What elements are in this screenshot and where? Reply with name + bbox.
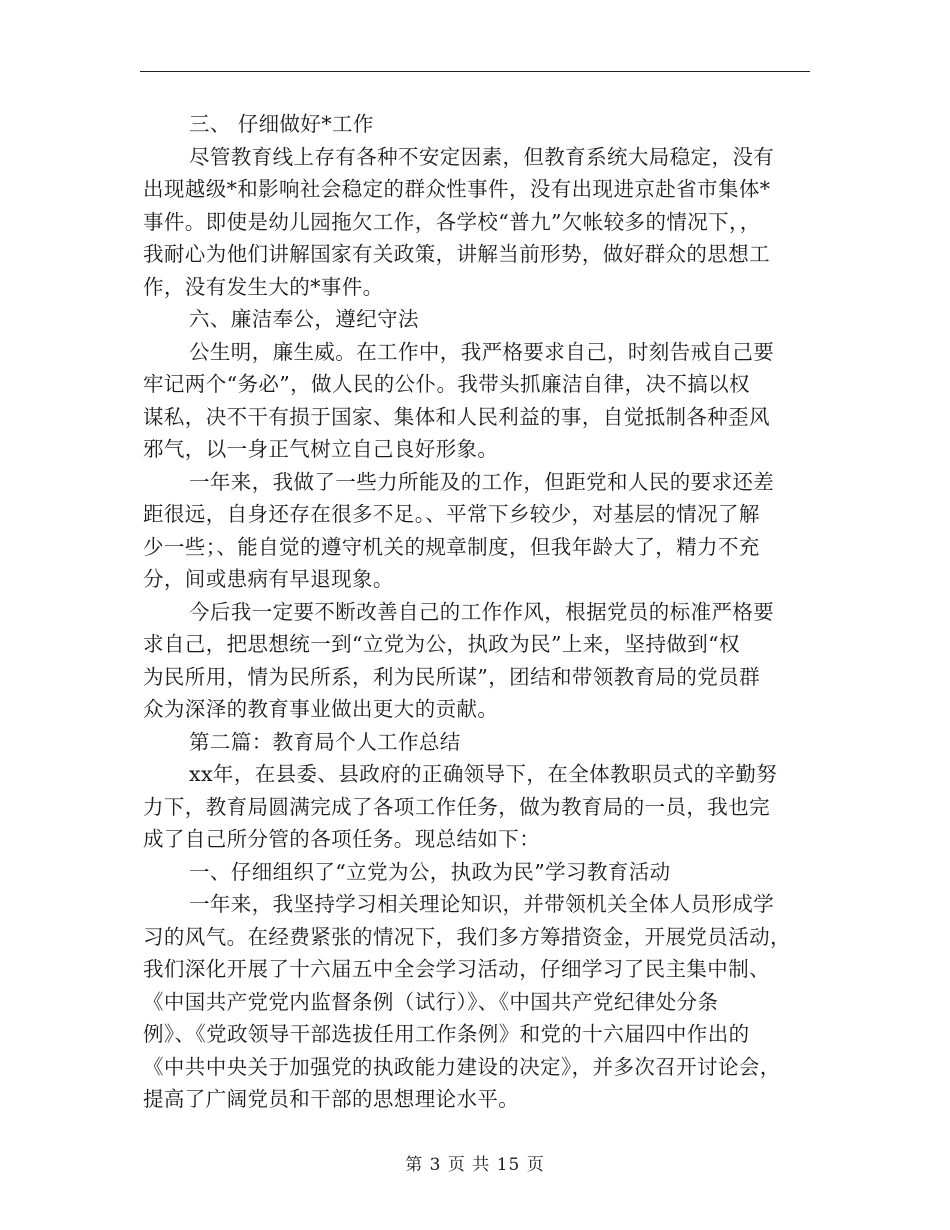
- text-line: 为民所用，情为民所系，利为民所谋”，团结和带领教育局的党员群: [143, 664, 760, 689]
- text-line: 分，间或患病有早退现象。: [143, 567, 394, 591]
- text-line: 求自己，把思想统一到“立党为公，执政为民”上来，坚持做到“权: [143, 632, 740, 656]
- text-line: 例》、《党政领导干部选拔任用工作条例》和党的十六届四中作出的: [143, 1022, 750, 1046]
- header-rule: [140, 71, 810, 72]
- text-line: 三、 仔细做好*工作: [189, 112, 374, 136]
- text-line: 出现越级*和影响社会稳定的群众性事件，没有出现进京赴省市集体*: [143, 177, 771, 201]
- text-line: 提高了广阔党员和干部的思想理论水平。: [143, 1087, 520, 1111]
- text-line: xx年，在县委、县政府的正确领导下，在全体教职员式的辛勤努: [189, 762, 778, 786]
- text-line: 成了自己所分管的各项任务。现总结如下：: [143, 827, 541, 851]
- text-line: 牢记两个“务必”，做人民的公仆。我带头抓廉洁自律，决不搞以权: [143, 372, 750, 396]
- document-body: [143, 108, 813, 1116]
- text-line: 《中国共产党党内监督条例（试行）》、《中国共产党纪律处分条: [143, 989, 719, 1014]
- text-line: 公生明，廉生威。在工作中，我严格要求自己，时刻告戒自己要: [189, 339, 775, 364]
- text-line: 我们深化开展了十六届五中全会学习活动，仔细学习了民主集中制、: [143, 957, 770, 981]
- text-line: 谋私，决不干有损于国家、集体和人民利益的事，自觉抵制各种歪风: [143, 404, 770, 429]
- text-line: 今后我一定要不断改善自己的工作作风，根据党员的标准严格要: [189, 599, 775, 624]
- text-line: 第二篇：教育局个人工作总结: [189, 729, 461, 754]
- page-footer: 第 3 页 共 15 页: [405, 1155, 545, 1175]
- text-line: 事件。即使是幼儿园拖欠工作，各学校“普九”欠帐较多的情况下，，: [143, 209, 761, 234]
- text-line: 少一些；、能自觉的遵守机关的规章制度，但我年龄大了，精力不充: [143, 534, 760, 559]
- text-line: 邪气，以一身正气树立自己良好形象。: [143, 437, 499, 461]
- text-line: 习的风气。在经费紧张的情况下，我们多方筹措资金，开展党员活动，: [143, 924, 791, 949]
- text-line: 力下，教育局圆满完成了各项工作任务，做为教育局的一员，我也完: [143, 794, 770, 819]
- text-line: 一年来，我做了一些力所能及的工作，但距党和人民的要求还差: [189, 469, 775, 494]
- text-line: 众为深泽的教育事业做出更大的贡献。: [143, 697, 499, 721]
- text-line: 一年来，我坚持学习相关理论知识，并带领机关全体人员形成学: [189, 892, 775, 916]
- text-line: 作，没有发生大的*事件。: [143, 274, 384, 299]
- text-line: 尽管教育线上存有各种不安定因素，但教育系统大局稳定，没有: [189, 144, 775, 169]
- text-line: 距很远，自身还存在很多不足。、平常下乡较少，对基层的情况了解: [143, 502, 760, 526]
- text-line: 六、廉洁奉公，遵纪守法: [189, 307, 419, 331]
- text-line: 一、仔细组织了“立党为公，执政为民”学习教育活动: [189, 859, 671, 884]
- text-line: 我耐心为他们讲解国家有关政策，讲解当前形势，做好群众的思想工: [143, 242, 770, 266]
- text-line: 《中共中央关于加强党的执政能力建设的决定》，并多次召开讨论会，: [143, 1054, 781, 1079]
